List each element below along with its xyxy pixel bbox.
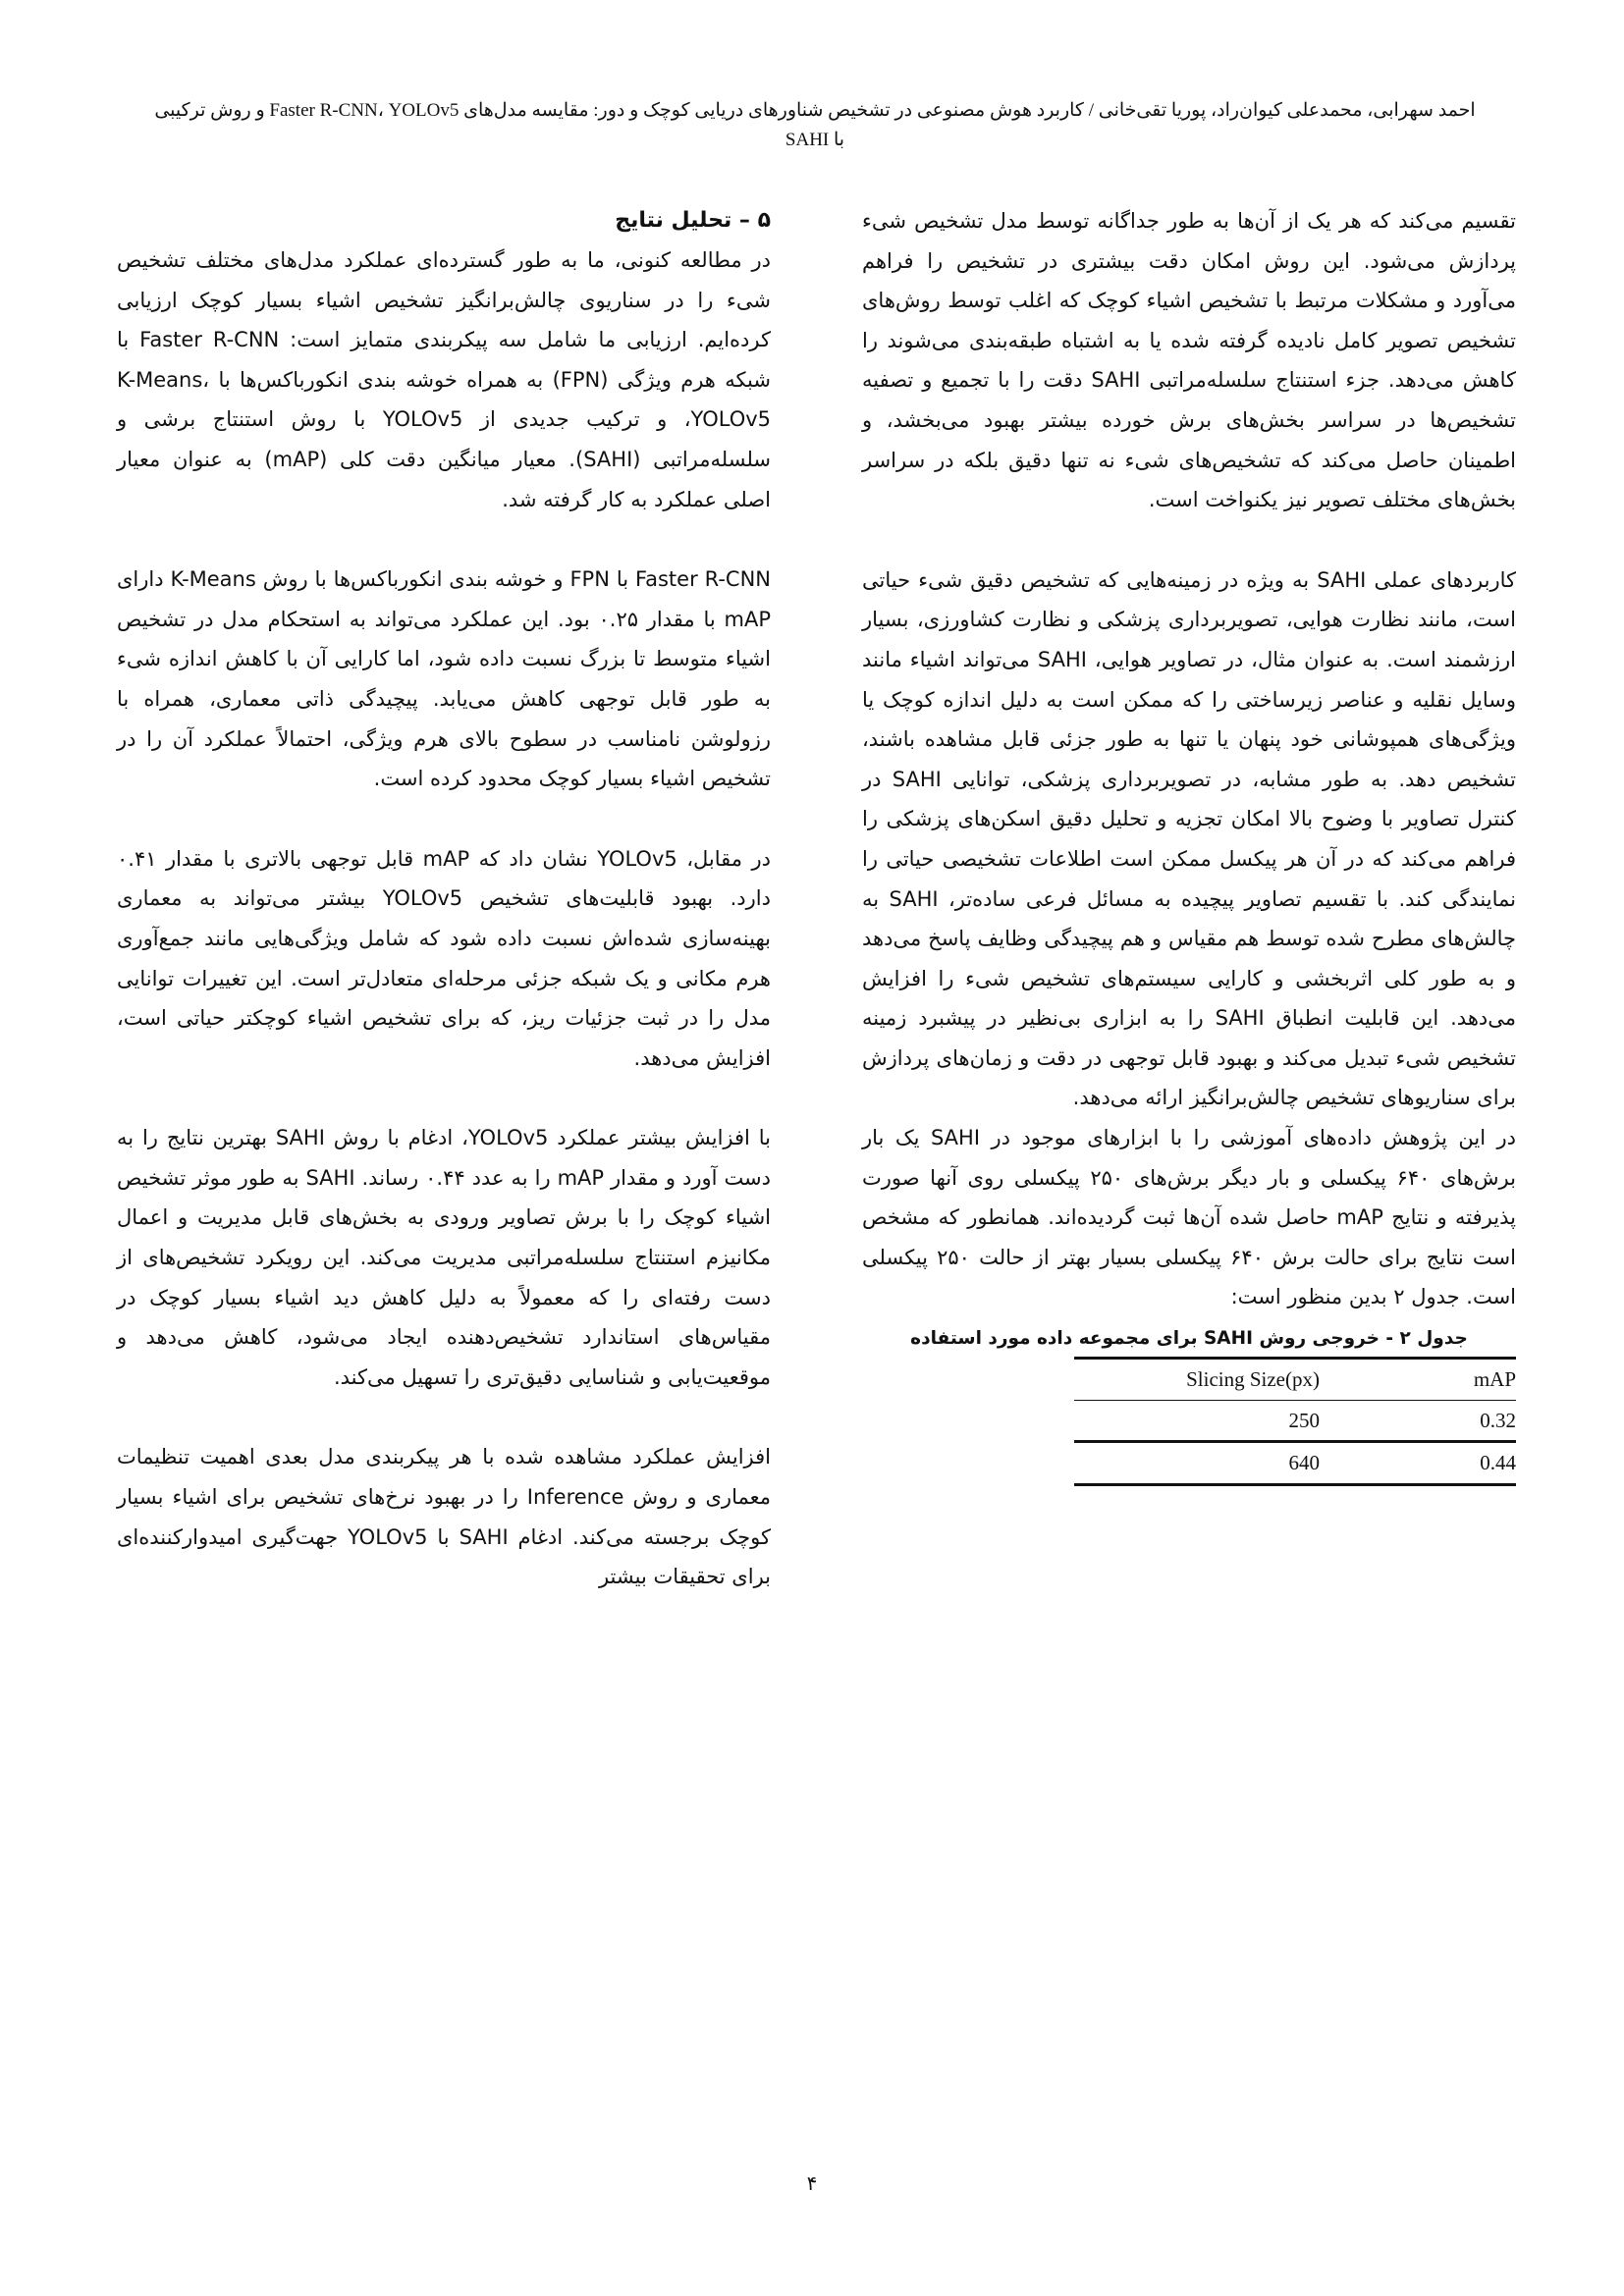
running-title-line1: احمد سهرابی، محمدعلی کیوان‌راد، پوریا تقی‌خانی / کاربرد هوش مصنوعی در تشخیص شناورهای دریایی کوچک و دور: مقایسه مدل‌های Faster R-CNN، YOLOv5 و روش ترکیبی xyxy=(154,100,1476,121)
paragraph: کاربردهای عملی SAHI به ویژه در زمینه‌هایی که تشخیص دقیق شیء حیاتی است، مانند نظارت هوایی، تصویربرداری پزشکی و نظارت کشاورزی، بسیار ارزشمند است. به عنوان مثال، در تصاویر هوایی، SAHI می‌تواند اشیاء مانند وسایل نقلیه و عناصر زیرساختی را که ممکن است به دلیل اندازه کوچک یا ویژگی‌های همپوشانی خود پنهان یا تنها به طور جزئی قابل مشاهده باشند، تشخیص دهد. به طور مشابه، در تصویربرداری پزشکی، توانایی SAHI در کنترل تصاویر با وضوح بالا امکان تجزیه و تحلیل دقیق اسکن‌های پزشکی را فراهم می‌کند که در آن هر پیکسل ممکن است اطلاعات تشخیصی حیاتی را نمایندگی کند. با تقسیم تصاویر پیچیده به مسائل فرعی ساده‌تر، SAHI به چالش‌های مطرح شده توسط هم مقیاس و هم پیچیدگی وظایف پاسخ می‌دهد و به طور کلی اثربخشی و کارایی سیستم‌های تشخیص شیء را افزایش می‌دهد. این قابلیت انطباق SAHI را به ابزاری بی‌نظیر در پیشبرد زمینه تشخیص شیء تبدیل می‌کند و بهبود قابل توجهی در دقت و زمان‌های پردازش برای سناریوهای تشخیص چالش‌برانگیز ارائه می‌دهد. xyxy=(862,567,1516,1110)
section-heading: ۵ – تحلیل نتایج xyxy=(615,208,771,233)
running-title-line2: با SAHI xyxy=(785,130,845,150)
paragraph: Faster R-CNN با FPN و خوشه بندی انکورباکس‌ها با روش K-Means دارای mAP با مقدار ۰.۲۵ بود. این عملکرد می‌تواند به استحکام مدل در تشخیص اشیاء متوسط تا بزرگ نسبت داده شود، اما کارایی آن با کاهش اندازه شیء به طور قابل توجهی کاهش می‌یابد. پیچیدگی ذاتی معماری، همراه با رزولوشن نامناسب در سطوح بالای هرم ویژگی، احتمالاً عملکرد آن را در تشخیص اشیاء بسیار کوچک محدود کرده است. xyxy=(117,567,772,791)
paragraph: تقسیم می‌کند که هر یک از آن‌ها به طور جداگانه توسط مدل تشخیص شیء پردازش می‌شود. این روش امکان دقت بیشتری در تشخیص را فراهم می‌آورد و مشکلات مرتبط با تشخیص اشیاء کوچک که اغلب توسط روش‌های تشخیص تصویر کامل نادیده گرفته شده یا به اشتباه طبقه‌بندی می‌شوند را کاهش می‌دهد. جزء استنتاج سلسله‌مراتبی SAHI دقت را با تجمیع و تصفیه تشخیص‌ها در سراسر بخش‌های برش خورده بیشتر بهبود می‌بخشد، و اطمینان حاصل می‌کند که تشخیص‌های شیء نه تنها دقیق بلکه در سراسر بخش‌های مختلف تصویر نیز یکنواخت است. xyxy=(862,209,1516,512)
cell-slicing-size: 640 xyxy=(1074,1442,1320,1485)
table-row xyxy=(1074,1400,1516,1442)
table-caption: جدول ۲ - خروجی روش SAHI برای مجموعه داده مورد استفاده xyxy=(910,1328,1468,1350)
cell-map: 0.44 xyxy=(1320,1442,1516,1485)
paragraph: در مقابل، YOLOv5 نشان داد که mAP قابل توجهی بالاتری با مقدار ۰.۴۱ دارد. بهبود قابلیت‌های تشخیص YOLOv5 بیشتر می‌تواند به معماری بهینه‌سازی شده‌اش نسبت داده شود که شامل ویژگی‌هایی مانند جمع‌آوری هرم مکانی و یک شبکه جزئی مرحله‌ای متعادل‌تر است. این تغییرات توانایی مدل را در ثبت جزئیات ریز، که برای تشخیص اشیاء کوچکتر حیاتی است، افزایش می‌دهد. xyxy=(117,846,771,1070)
left-column xyxy=(117,201,771,1597)
cell-map: 0.32 xyxy=(1320,1400,1516,1442)
column-header-map: mAP xyxy=(1320,1359,1516,1401)
paragraph: افزایش عملکرد مشاهده شده با هر پیکربندی مدل بعدی اهمیت تنظیمات معماری و روش Inference را در بهبود نرخ‌های تشخیص برای اشیاء بسیار کوچک برجسته می‌کند. ادغام SAHI با YOLOv5 جهت‌گیری امیدوارکننده‌ای برای تحقیقات بیشتر xyxy=(117,1445,772,1589)
right-column xyxy=(862,201,1516,1486)
paragraph: در این پژوهش داده‌های آموزشی را با ابزارهای موجود در SAHI یک بار برش‌های ۶۴۰ پیکسلی و بار دیگر برش‌های ۲۵۰ پیکسلی روی آنها صورت پذیرفته و نتایج mAP حاصل شده آن‌ها ثبت گردیده‌اند. همانطور که مشخص است نتایج برای حالت برش ۶۴۰ پیکسلی بسیار بهتر از حالت ۲۵۰ پیکسلی است. جدول ۲ بدین منظور است: xyxy=(862,1126,1517,1309)
page-number: ۴ xyxy=(806,2171,818,2195)
table-row xyxy=(1074,1442,1516,1485)
results-table xyxy=(1074,1357,1516,1486)
paragraph: در مطالعه کنونی، ما به طور گسترده‌ای عملکرد مدل‌های مختلف تشخیص شیء را در سناریوی چالش‌برانگیز تشخیص اشیاء بسیار کوچک ارزیابی کرده‌ایم. ارزیابی ما شامل سه پیکربندی متمایز است: Faster R-CNN با شبکه هرم ویژگی (FPN) به همراه خوشه بندی انکورباکس‌ها با K-Means، YOLOv5، و ترکیب جدیدی از YOLOv5 با روش استنتاج برشی و سلسله‌مراتبی (SAHI). معیار میانگین دقت کلی (mAP) به عنوان معیار اصلی عملکرد به کار گرفته شد. xyxy=(117,248,772,511)
cell-slicing-size: 250 xyxy=(1074,1400,1320,1442)
column-header-slicing-size: Slicing Size(px) xyxy=(1074,1359,1320,1401)
paragraph: با افزایش بیشتر عملکرد YOLOv5، ادغام با روش SAHI بهترین نتایج را به دست آورد و مقدار mAP را به عدد ۰.۴۴ رساند. SAHI به طور موثر تشخیص اشیاء کوچک را با برش تصاویر ورودی به بخش‌های قابل مدیریت و اعمال مکانیزم استنتاج سلسله‌مراتبی مدیریت می‌کند. این رویکرد تشخیص‌های از دست رفته‌ای را که معمولاً به دلیل کاهش دید اشیاء بسیار کوچک در مقیاس‌های استاندارد تشخیص‌دهنده ایجاد می‌شود، کاهش می‌دهد و موقعیت‌یابی و شناسایی دقیق‌تری را تسهیل می‌کند. xyxy=(117,1126,772,1389)
table-header-row xyxy=(1074,1359,1516,1401)
running-header xyxy=(108,96,1522,155)
